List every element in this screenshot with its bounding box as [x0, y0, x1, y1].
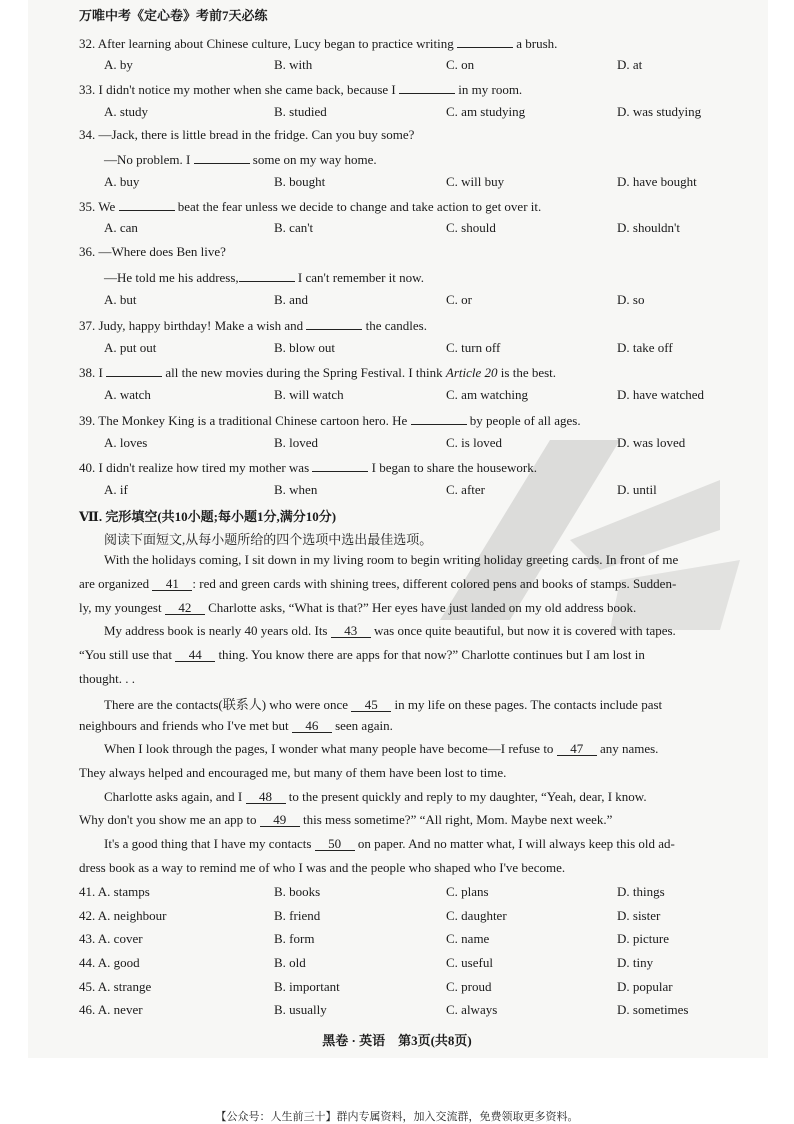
question-37: 37. Judy, happy birthday! Make a wish and the candles.	[79, 318, 427, 333]
question-36: 36. —Where does Ben live?	[79, 244, 226, 259]
passage-line: My address book is nearly 40 years old. Its 43 was once quite beautiful, but now it is covered with tapes.	[104, 623, 676, 638]
cloze-option-row: 46. A. never	[79, 1002, 143, 1017]
option: A. can	[104, 220, 138, 235]
option: C. or	[446, 292, 472, 307]
passage-line: ly, my youngest 42 Charlotte asks, “What is that?” Her eyes have just landed on my old address book.	[79, 600, 637, 615]
question-40: 40. I didn't realize how tired my mother was I began to share the housework.	[79, 460, 537, 475]
option: A. loves	[104, 435, 148, 450]
option: D. take off	[617, 340, 673, 355]
passage-line: Charlotte asks again, and I 48 to the present quickly and reply to my daughter, “Yeah, dear, I know.	[104, 789, 647, 804]
section-heading: Ⅶ. 完形填空(共10小题;每小题1分,满分10分)	[79, 509, 337, 524]
question-33: 33. I didn't notice my mother when she came back, because I in my room.	[79, 82, 523, 97]
option: D. shouldn't	[617, 220, 681, 235]
option: A. watch	[104, 387, 151, 402]
cloze-option-row: 41. A. stamps	[79, 884, 150, 899]
option: D. tiny	[617, 955, 654, 970]
cloze-option-row: 45. A. strange	[79, 979, 152, 994]
option: B. studied	[274, 104, 327, 119]
option: D. have watched	[617, 387, 704, 402]
option: B. and	[274, 292, 308, 307]
option: D. picture	[617, 931, 669, 946]
passage-line: dress book as a way to remind me of who I was and the people who shaped who I've become.	[79, 860, 566, 875]
question-38: 38. I all the new movies during the Spring Festival. I think Article 20 is the best.	[79, 365, 557, 380]
option: C. is loved	[446, 435, 502, 450]
passage-line: They always helped and encouraged me, but many of them have been lost to time.	[79, 765, 507, 780]
option: D. was loved	[617, 435, 686, 450]
option: C. useful	[446, 955, 493, 970]
option: B. when	[274, 482, 318, 497]
option: B. friend	[274, 908, 321, 923]
option: C. should	[446, 220, 496, 235]
option: C. after	[446, 482, 485, 497]
option: A. if	[104, 482, 128, 497]
passage-line: Why don't you show me an app to 49 this mess sometime?” “All right, Mom. Maybe next week.”	[79, 812, 613, 827]
option: C. daughter	[446, 908, 507, 923]
page-footer: 黑卷 · 英语 第3页(共8页)	[322, 1033, 472, 1048]
option: A. study	[104, 104, 149, 119]
option: D. things	[617, 884, 665, 899]
option: C. will buy	[446, 174, 505, 189]
option: D. have bought	[617, 174, 697, 189]
cloze-option-row: 44. A. good	[79, 955, 140, 970]
option: B. bought	[274, 174, 326, 189]
section-instruction: 阅读下面短文,从每小题所给的四个选项中选出最佳选项。	[104, 532, 433, 547]
question-32: 32. After learning about Chinese culture, Lucy began to practice writing a brush.	[79, 36, 558, 51]
option: B. with	[274, 57, 313, 72]
passage-line: are organized 41 : red and green cards with shining trees, different colored pens and books of stamps. Sudden-	[79, 576, 677, 591]
cloze-option-row: 42. A. neighbour	[79, 908, 167, 923]
option: C. plans	[446, 884, 489, 899]
page-header: 万唯中考《定心卷》考前7天必练	[79, 8, 268, 23]
option: C. on	[446, 57, 475, 72]
question-35: 35. We beat the fear unless we decide to change and take action to get over it.	[79, 199, 542, 214]
passage-line: It's a good thing that I have my contacts 50 on paper. And no matter what, I will always keep this old ad-	[104, 836, 675, 851]
option: D. sister	[617, 908, 661, 923]
passage-line: There are the contacts(联系人) who were once 45 in my life on these pages. The contacts include past	[104, 697, 663, 712]
passage-line: With the holidays coming, I sit down in my living room to begin writing holiday greeting cards. In front of me	[104, 552, 679, 567]
option: B. important	[274, 979, 340, 994]
option: D. was studying	[617, 104, 702, 119]
option: C. always	[446, 1002, 498, 1017]
option: D. sometimes	[617, 1002, 689, 1017]
passage-line: neighbours and friends who I've met but 46 seen again.	[79, 718, 393, 733]
question-39: 39. The Monkey King is a traditional Chinese cartoon hero. He by people of all ages.	[79, 413, 581, 428]
option: C. am studying	[446, 104, 526, 119]
option: C. proud	[446, 979, 492, 994]
option: C. turn off	[446, 340, 501, 355]
option: B. blow out	[274, 340, 336, 355]
option: B. form	[274, 931, 315, 946]
option: B. old	[274, 955, 306, 970]
option: D. at	[617, 57, 643, 72]
option: A. put out	[104, 340, 157, 355]
option: B. loved	[274, 435, 319, 450]
question-34: 34. —Jack, there is little bread in the fridge. Can you buy some?	[79, 127, 415, 142]
cloze-option-row: 43. A. cover	[79, 931, 143, 946]
passage-line: thought. . .	[79, 671, 135, 686]
option: A. by	[104, 57, 133, 72]
promo-note: 【公众号：人生前三十】群内专属资料，加入交流群，免费领取更多资料。	[215, 1110, 579, 1123]
question-36-line2: —He told me his address, I can't remember it now.	[104, 270, 424, 285]
option: B. usually	[274, 1002, 327, 1017]
option: A. buy	[104, 174, 140, 189]
option: D. popular	[617, 979, 673, 994]
passage-line: When I look through the pages, I wonder what many people have become—I refuse to 47 any names.	[104, 741, 659, 756]
option: B. can't	[274, 220, 314, 235]
passage-line: “You still use that 44 thing. You know there are apps for that now?” Charlotte continues but I am lost in	[79, 647, 645, 662]
option: C. am watching	[446, 387, 528, 402]
option: B. will watch	[274, 387, 344, 402]
question-34-line2: —No problem. I some on my way home.	[104, 152, 377, 167]
option: D. until	[617, 482, 657, 497]
option: D. so	[617, 292, 645, 307]
option: A. but	[104, 292, 137, 307]
option: B. books	[274, 884, 321, 899]
option: C. name	[446, 931, 490, 946]
